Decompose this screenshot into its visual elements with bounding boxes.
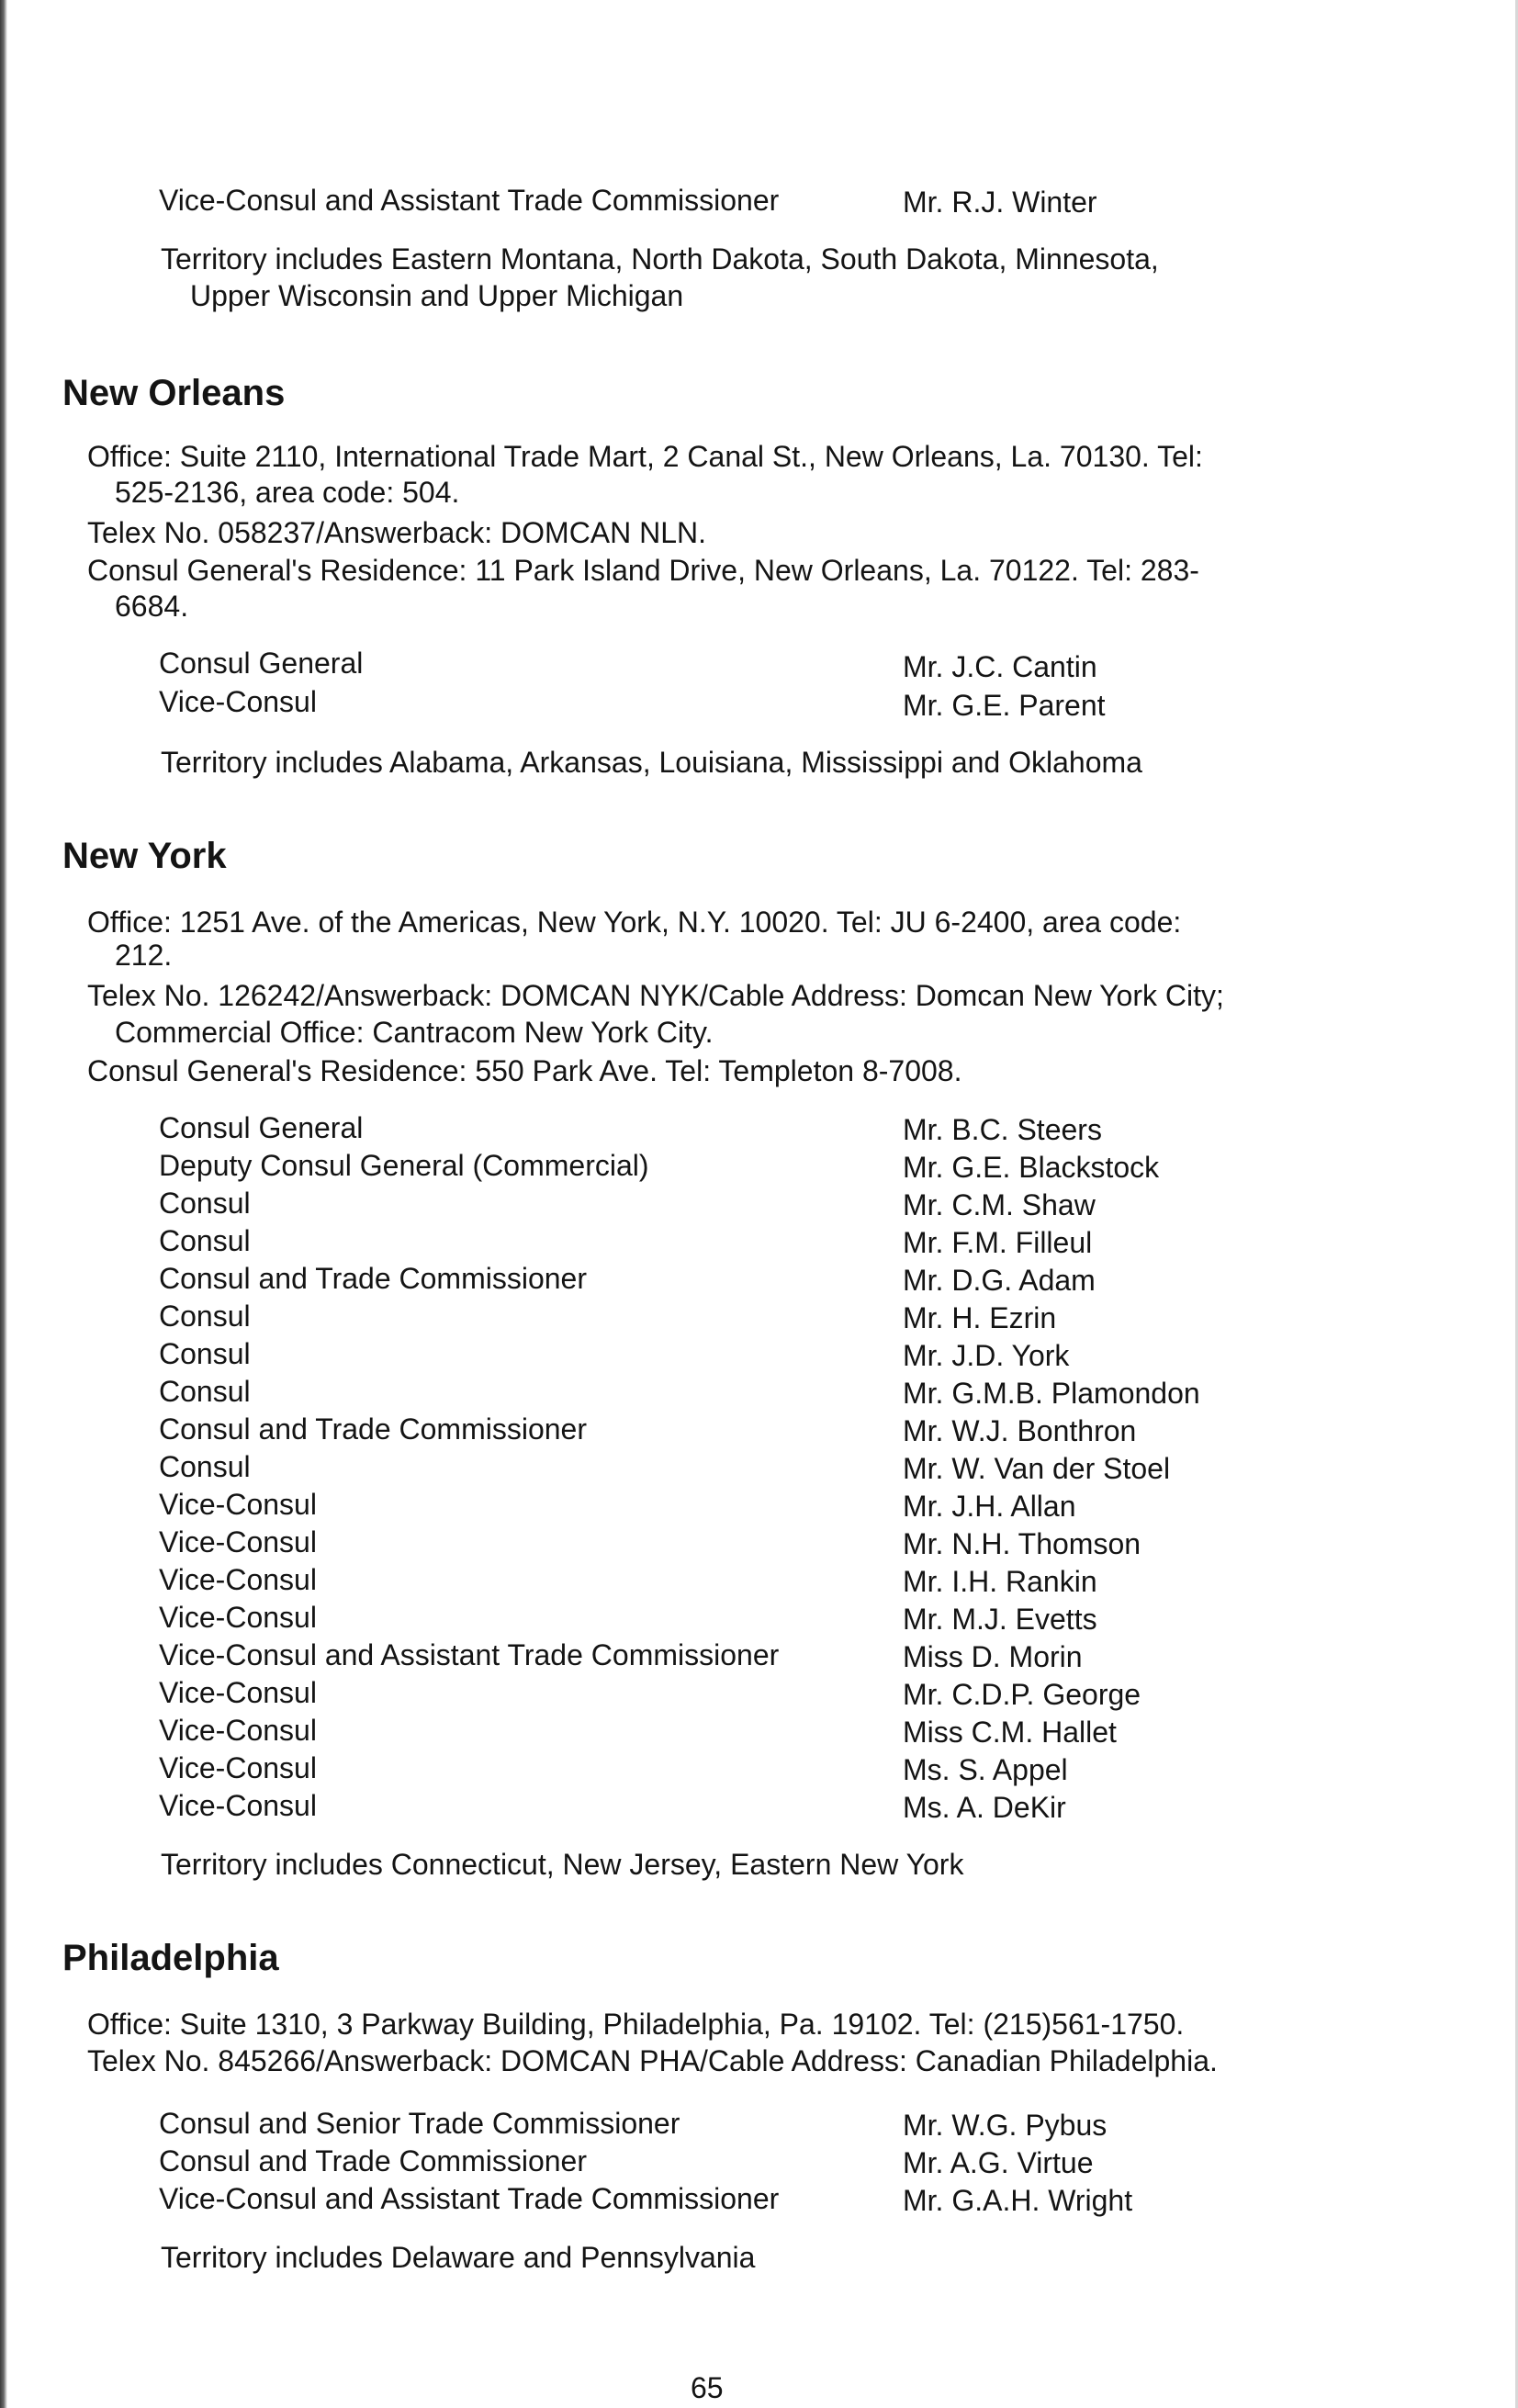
staff-role: Vice-Consul — [159, 1488, 317, 1521]
office-address: Office: 1251 Ave. of the Americas, New York, N.Y. 10020. Tel: JU 6-2400, area code: — [87, 906, 1182, 939]
staff-role: Consul General — [159, 1111, 364, 1144]
staff-name: Ms. A. DeKir — [903, 1791, 1066, 1824]
telex-line: Telex No. 845266/Answerback: DOMCAN PHA/Cable Address: Canadian Philadelphia. — [87, 2044, 1218, 2077]
staff-name: Mr. C.M. Shaw — [903, 1188, 1096, 1221]
staff-role: Consul — [159, 1337, 251, 1370]
staff-role: Vice-Consul — [159, 1789, 317, 1822]
staff-name: Ms. S. Appel — [903, 1753, 1068, 1786]
staff-role: Consul General — [159, 647, 364, 680]
staff-name: Mr. B.C. Steers — [903, 1113, 1102, 1146]
staff-name: Mr. D.G. Adam — [903, 1264, 1096, 1297]
section-heading-philadelphia: Philadelphia — [62, 1938, 279, 1978]
staff-name: Mr. I.H. Rankin — [903, 1565, 1097, 1598]
office-address: Office: Suite 2110, International Trade Mart, 2 Canal St., New Orleans, La. 70130. Tel: — [87, 440, 1203, 473]
staff-role: Consul — [159, 1450, 251, 1483]
staff-name: Mr. A.G. Virtue — [903, 2146, 1094, 2179]
office-address-cont: 212. — [115, 939, 173, 972]
staff-name: Mr. J.D. York — [903, 1339, 1070, 1372]
territory-text: Territory includes Eastern Montana, North Dakota, South Dakota, Minnesota, — [161, 242, 1159, 276]
staff-role: Vice-Consul — [159, 1714, 317, 1747]
staff-role: Vice-Consul — [159, 1676, 317, 1709]
territory-text-cont: Upper Wisconsin and Upper Michigan — [190, 279, 684, 312]
staff-name: Mr. J.H. Allan — [903, 1490, 1076, 1523]
staff-name: Mr. G.E. Blackstock — [903, 1151, 1160, 1184]
territory-text: Territory includes Delaware and Pennsylvania — [161, 2241, 756, 2274]
section-heading-new-orleans: New Orleans — [62, 373, 286, 413]
staff-role: Vice-Consul and Assistant Trade Commissioner — [159, 1638, 780, 1671]
residence-line: Consul General's Residence: 11 Park Island Drive, New Orleans, La. 70122. Tel: 283- — [87, 554, 1199, 587]
staff-role: Vice-Consul and Assistant Trade Commissioner — [159, 2182, 780, 2215]
territory-text: Territory includes Connecticut, New Jersey, Eastern New York — [161, 1848, 964, 1881]
staff-role: Consul and Trade Commissioner — [159, 2144, 587, 2177]
staff-role: Consul and Trade Commissioner — [159, 1412, 587, 1446]
office-address: Office: Suite 1310, 3 Parkway Building, Philadelphia, Pa. 19102. Tel: (215)561-1750. — [87, 2008, 1185, 2041]
staff-name: Mr. R.J. Winter — [903, 186, 1097, 219]
staff-role: Consul — [159, 1187, 251, 1220]
staff-name: Mr. J.C. Cantin — [903, 650, 1097, 683]
page-number: 65 — [691, 2371, 724, 2404]
staff-role: Vice-Consul and Assistant Trade Commissioner — [159, 184, 780, 217]
staff-role: Vice-Consul — [159, 685, 317, 718]
staff-role: Vice-Consul — [159, 1525, 317, 1558]
staff-role: Vice-Consul — [159, 1601, 317, 1634]
staff-role: Consul — [159, 1375, 251, 1408]
staff-name: Mr. N.H. Thomson — [903, 1527, 1141, 1560]
staff-role: Consul — [159, 1300, 251, 1333]
residence-line-cont: 6684. — [115, 590, 189, 623]
office-address-cont: 525-2136, area code: 504. — [115, 476, 460, 509]
territory-text: Territory includes Alabama, Arkansas, Louisiana, Mississippi and Oklahoma — [161, 746, 1142, 779]
staff-name: Mr. F.M. Filleul — [903, 1226, 1093, 1259]
staff-name: Mr. M.J. Evetts — [903, 1603, 1097, 1636]
staff-name: Mr. W. Van der Stoel — [903, 1452, 1171, 1485]
staff-name: Miss C.M. Hallet — [903, 1716, 1117, 1749]
staff-name: Mr. W.J. Bonthron — [903, 1414, 1137, 1447]
telex-line: Telex No. 126242/Answerback: DOMCAN NYK/Cable Address: Domcan New York City; — [87, 979, 1224, 1012]
staff-role: Deputy Consul General (Commercial) — [159, 1149, 649, 1182]
staff-name: Mr. W.G. Pybus — [903, 2109, 1108, 2142]
telex-line: Telex No. 058237/Answerback: DOMCAN NLN. — [87, 516, 707, 549]
staff-name: Mr. H. Ezrin — [903, 1301, 1057, 1334]
staff-name: Mr. C.D.P. George — [903, 1678, 1141, 1711]
staff-name: Mr. G.E. Parent — [903, 689, 1106, 722]
staff-role: Consul — [159, 1224, 251, 1257]
staff-role: Vice-Consul — [159, 1563, 317, 1596]
residence-line: Consul General's Residence: 550 Park Ave. Tel: Templeton 8-7008. — [87, 1054, 962, 1087]
staff-role: Vice-Consul — [159, 1751, 317, 1784]
section-heading-new-york: New York — [62, 836, 227, 876]
staff-name: Miss D. Morin — [903, 1640, 1083, 1673]
staff-name: Mr. G.M.B. Plamondon — [903, 1377, 1200, 1410]
staff-name: Mr. G.A.H. Wright — [903, 2184, 1133, 2217]
telex-line-cont: Commercial Office: Cantracom New York City. — [115, 1016, 714, 1049]
staff-role: Consul and Trade Commissioner — [159, 1262, 587, 1295]
staff-role: Consul and Senior Trade Commissioner — [159, 2107, 680, 2140]
